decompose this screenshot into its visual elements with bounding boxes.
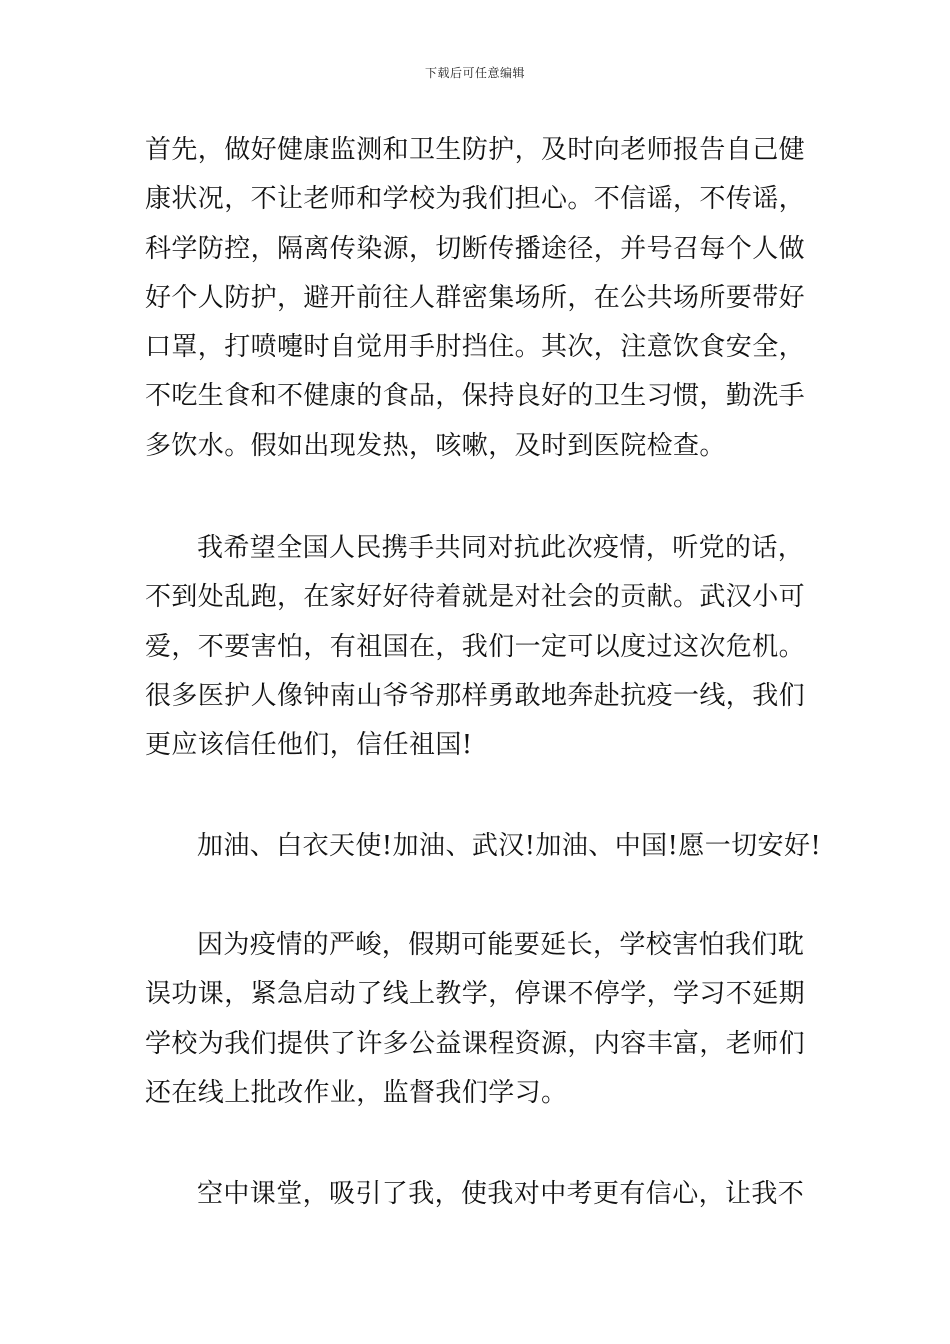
paragraph-line: 加油、白衣天使!加油、武汉!加油、中国!愿一切安好! <box>197 831 822 861</box>
paragraph-line: 口罩，打喷嚏时自觉用手肘挡住。其次，注意饮食安全， <box>145 332 806 363</box>
paragraph-line: 不到处乱跑，在家好好待着就是对社会的贡献。武汉小可 <box>145 582 806 613</box>
paragraph-line: 很多医护人像钟南山爷爷那样勇敢地奔赴抗疫一线，我们 <box>145 680 806 711</box>
paragraph-line: 多饮水。假如出现发热，咳嗽，及时到医院检查。 <box>145 430 726 461</box>
paragraph-4 <box>145 921 810 1118</box>
paragraph-line: 爱，不要害怕，有祖国在，我们一定可以度过这次危机。 <box>145 631 806 662</box>
paragraph-line: 不吃生食和不健康的食品，保持良好的卫生习惯，勤洗手 <box>145 381 806 412</box>
paragraph-line: 学校为我们提供了许多公益课程资源，内容丰富，老师们 <box>145 1028 806 1059</box>
paragraph-3 <box>145 822 822 871</box>
page-header: 下载后可任意编辑 <box>424 66 525 80</box>
paragraph-line: 更应该信任他们，信任祖国! <box>145 730 473 761</box>
paragraph-5 <box>145 1170 810 1219</box>
paragraph-1 <box>145 126 810 471</box>
paragraph-line: 误功课，紧急启动了线上教学，停课不停学，学习不延期 <box>145 979 806 1010</box>
paragraph-line: 因为疫情的严峻，假期可能要延长，学校害怕我们耽 <box>197 930 805 960</box>
paragraph-line: 还在线上批改作业，监督我们学习。 <box>145 1077 568 1108</box>
paragraph-line: 我希望全国人民携手共同对抗此次疫情，听党的话， <box>197 533 805 563</box>
paragraph-line: 空中课堂，吸引了我，使我对中考更有信心，让我不 <box>197 1179 805 1209</box>
paragraph-2 <box>145 524 810 770</box>
paragraph-line: 首先，做好健康监测和卫生防护，及时向老师报告自己健 <box>145 135 806 165</box>
paragraph-line: 科学防控，隔离传染源，切断传播途径，并号召每个人做 <box>145 233 806 264</box>
paragraph-line: 康状况，不让老师和学校为我们担心。不信谣，不传谣， <box>145 184 806 215</box>
paragraph-line: 好个人防护，避开前往人群密集场所，在公共场所要带好 <box>145 282 806 313</box>
